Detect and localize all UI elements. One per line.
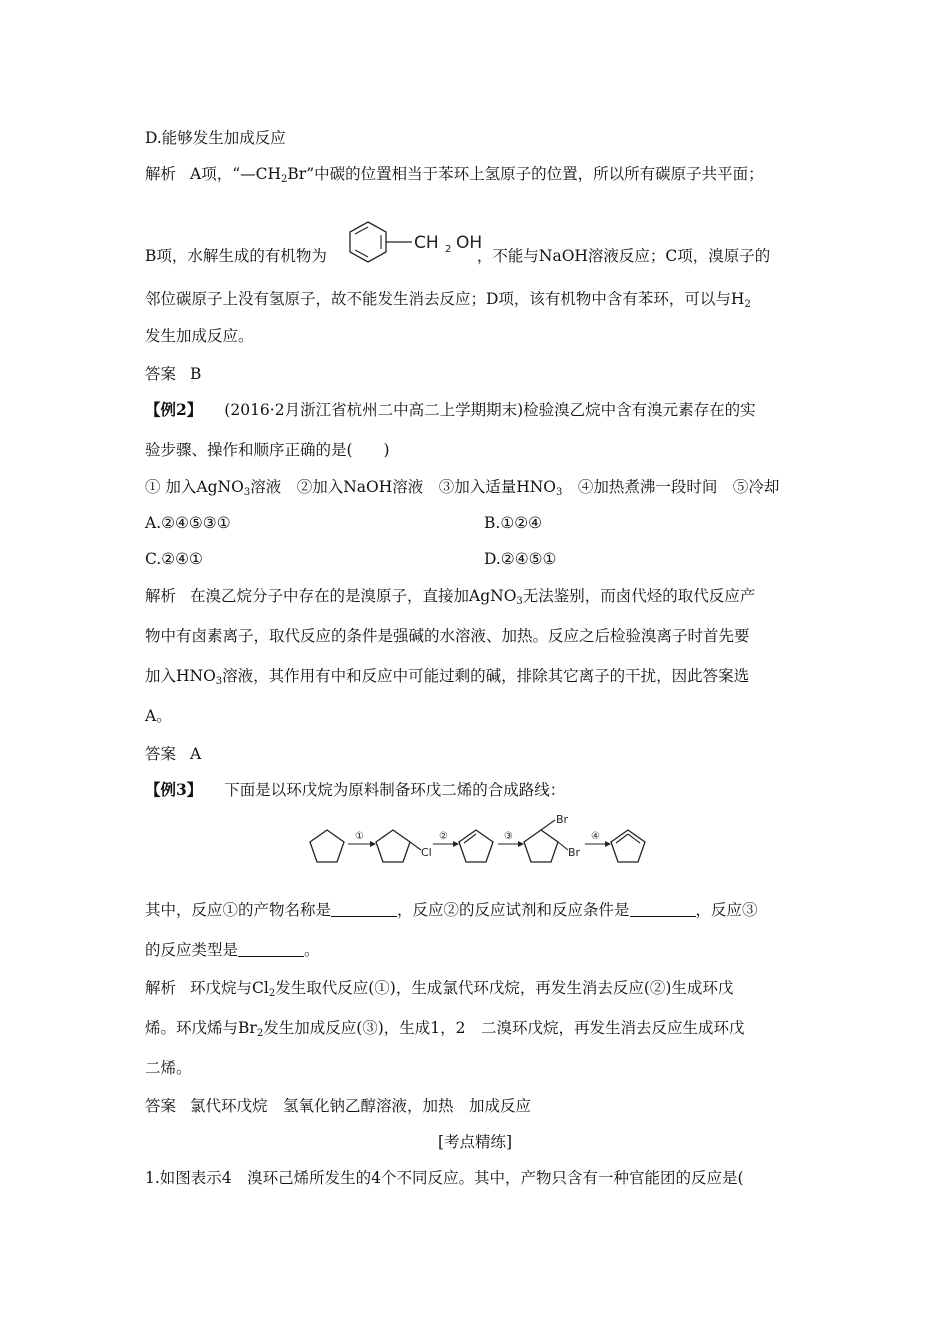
option-a: A.②④⑤③① [145, 514, 231, 532]
answer-3: 答案 氯代环戊烷 氢氧化钠乙醇溶液，加热 加成反应 [145, 1097, 532, 1115]
example-3-question-line-2: 的反应类型是 。 [145, 941, 320, 959]
explanation-2-line-4: A。 [145, 707, 172, 725]
br-right-label: Br [568, 846, 581, 859]
blank-2 [630, 902, 696, 917]
formula-oh: OH [456, 233, 483, 253]
example-2-line-2: 验步骤、操作和顺序正确的是( ) [145, 441, 390, 459]
benzyl-alcohol-structure [346, 218, 496, 270]
example-3-line-1: 【例3】 下面是以环戊烷为原料制备环戊二烯的合成路线： [145, 780, 566, 799]
explanation-1-line-1: 解析 A项，“$—CH_2Br$”中碳的位置相当于苯环上氢原子的位置，所以所有碳原子共平面； [145, 165, 764, 185]
cyclopentane [310, 830, 344, 862]
br-top-label: Br [556, 813, 569, 826]
example-2-steps: ① 加入AgNO$_3$溶液 ②加入NaOH溶液 ③加入适量$HNO_3$ ④加热煮沸一段时间 ⑤冷却 [145, 478, 780, 498]
explanation-1-line-2: B项，水解生成的有机物为 ，不能与NaOH溶液反应；C项，溴原子的 [145, 247, 771, 265]
blank-1 [331, 902, 397, 917]
option-d-2: D.②④⑤① [484, 550, 557, 568]
example-2-line-1: 【例2】 (2016·2月浙江省杭州二中高二上学期期末)检验溴乙烷中含有溴元素存在的实 [145, 400, 756, 419]
dibromocyclopentane [524, 830, 558, 862]
example-3-question-line-1: 其中，反应①的产物名称是 ，反应②的反应试剂和反应条件是 ，反应③ [145, 901, 758, 919]
cyclopentadiene [611, 830, 645, 862]
blank-3 [238, 942, 304, 957]
formula-sub: 2 [445, 244, 452, 255]
cyclopentene [459, 830, 493, 862]
option-b: B.①②④ [484, 514, 543, 532]
explanation-2-line-3: 加入$HNO_3$溶液，其作用有中和反应中可能过剩的碱，排除其它离子的干扰，因此答案选 [145, 667, 750, 687]
explanation-2-line-1: 解析 在溴乙烷分子中存在的是溴原子，直接加AgNO$_3$无法鉴别，而卤代烃的取代反应产 [145, 587, 756, 607]
question-1: 1.如图表示4 溴环己烯所发生的4个不同反应。其中，产物只含有一种官能团的反应是( [145, 1169, 744, 1187]
synthesis-scheme [300, 812, 650, 874]
option-c: C.②④① [145, 550, 203, 568]
formula-ch: CH [414, 233, 439, 253]
explanation-1-line-4: 发生加成反应。 [145, 327, 254, 345]
example-3-tag: 【例3】 [145, 780, 203, 799]
answer-1: 答案 B [145, 365, 202, 383]
step-4-label: ④ [591, 831, 600, 842]
chlorocyclopentane [376, 830, 410, 862]
explanation-label: 解析 [145, 165, 177, 183]
answer-2: 答案 A [145, 745, 202, 763]
explanation-1-line-3: 邻位碳原子上没有氢原子，故不能发生消去反应；D项，该有机物中含有苯环，可以与$H_2$ [145, 290, 751, 310]
option-d: D.能够发生加成反应 [145, 129, 286, 147]
explanation-2-line-2: 物中有卤素离子，取代反应的条件是强碱的水溶液、加热。反应之后检验溴离子时首先要 [145, 627, 750, 645]
step-3-label: ③ [504, 831, 513, 842]
explanation-3-line-1: 解析 环戊烷与$Cl_2$发生取代反应(①)，生成氯代环戊烷，再发生消去反应(②)生成环戊 [145, 979, 734, 999]
step-2-label: ② [439, 831, 448, 842]
explanation-3-line-3: 二烯。 [145, 1059, 192, 1077]
explanation-3-line-2: 烯。环戊烯与$Br_2$发生加成反应(③)，生成1，2 二溴环戊烷，再发生消去反应生成环戊 [145, 1019, 745, 1039]
example-2-tag: 【例2】 [145, 400, 203, 419]
step-1-label: ① [355, 831, 364, 842]
section-title: [考点精练] [437, 1133, 513, 1151]
cl-label: Cl [421, 846, 432, 859]
